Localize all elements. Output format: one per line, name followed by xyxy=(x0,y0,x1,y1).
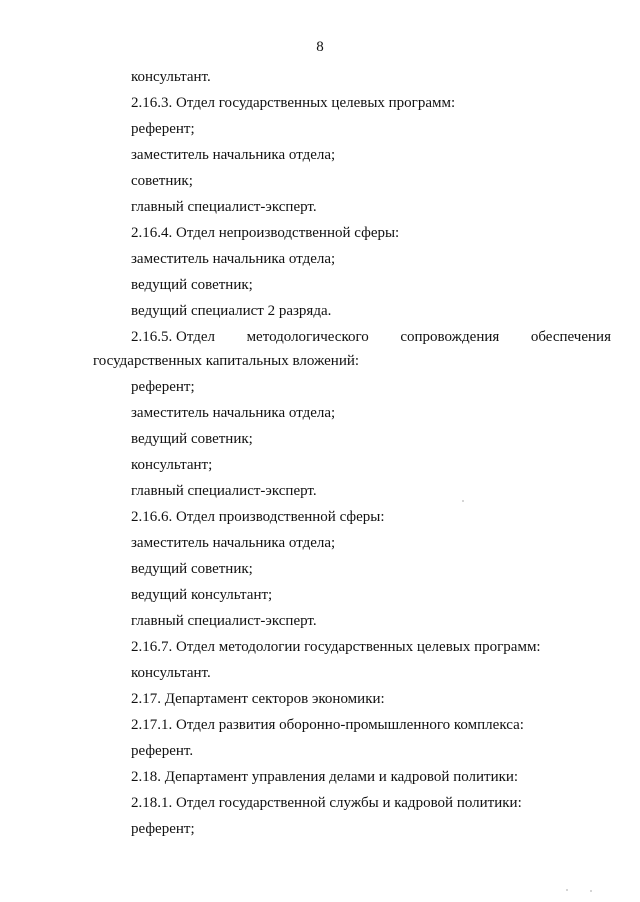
scan-artifact xyxy=(590,890,592,892)
heading-word: обеспечения xyxy=(530,329,611,345)
section-heading: 2.18.1. Отдел государственной службы и кадровой политики: xyxy=(131,795,522,811)
list-line: референт; xyxy=(131,821,195,837)
list-line: главный специалист-эксперт. xyxy=(131,199,317,215)
list-line: заместитель начальника отдела; xyxy=(131,251,336,267)
scan-artifact xyxy=(462,500,464,502)
heading-word: 2.16.5. Отдел xyxy=(131,329,215,345)
list-line: консультант; xyxy=(131,457,213,473)
list-line: ведущий советник; xyxy=(131,561,253,577)
section-heading: 2.17. Департамент секторов экономики: xyxy=(131,691,385,707)
list-line: консультант. xyxy=(131,665,211,681)
list-line: заместитель начальника отдела; xyxy=(131,147,336,163)
heading-word: методологического xyxy=(246,329,369,345)
section-heading: 2.16.6. Отдел производственной сферы: xyxy=(131,509,385,525)
list-line: референт; xyxy=(131,379,195,395)
section-heading: 2.18. Департамент управления делами и кадровой политики: xyxy=(131,769,519,785)
list-line: ведущий специалист 2 разряда. xyxy=(131,303,332,319)
section-heading: 2.16.3. Отдел государственных целевых программ: xyxy=(131,95,456,111)
section-heading: 2.17.1. Отдел развития оборонно-промышленного комплекса: xyxy=(131,717,524,733)
list-line: главный специалист-эксперт. xyxy=(131,483,317,499)
list-line: ведущий советник; xyxy=(131,277,253,293)
list-line: консультант. xyxy=(131,69,211,85)
list-line: референт; xyxy=(131,121,195,137)
list-line: заместитель начальника отдела; xyxy=(131,405,336,421)
page-number: 8 xyxy=(316,39,324,55)
section-heading-continuation: государственных капитальных вложений: xyxy=(93,353,360,369)
list-line: заместитель начальника отдела; xyxy=(131,535,336,551)
list-line: референт. xyxy=(131,743,194,759)
section-heading-justified xyxy=(131,328,611,346)
list-line: ведущий советник; xyxy=(131,431,253,447)
section-heading: 2.16.4. Отдел непроизводственной сферы: xyxy=(131,225,400,241)
section-heading: 2.16.7. Отдел методологии государственных целевых программ: xyxy=(131,639,541,655)
heading-word: сопровождения xyxy=(400,329,500,345)
scan-artifact xyxy=(566,889,568,891)
list-line: ведущий консультант; xyxy=(131,587,273,603)
list-line: главный специалист-эксперт. xyxy=(131,613,317,629)
list-line: советник; xyxy=(131,173,193,189)
